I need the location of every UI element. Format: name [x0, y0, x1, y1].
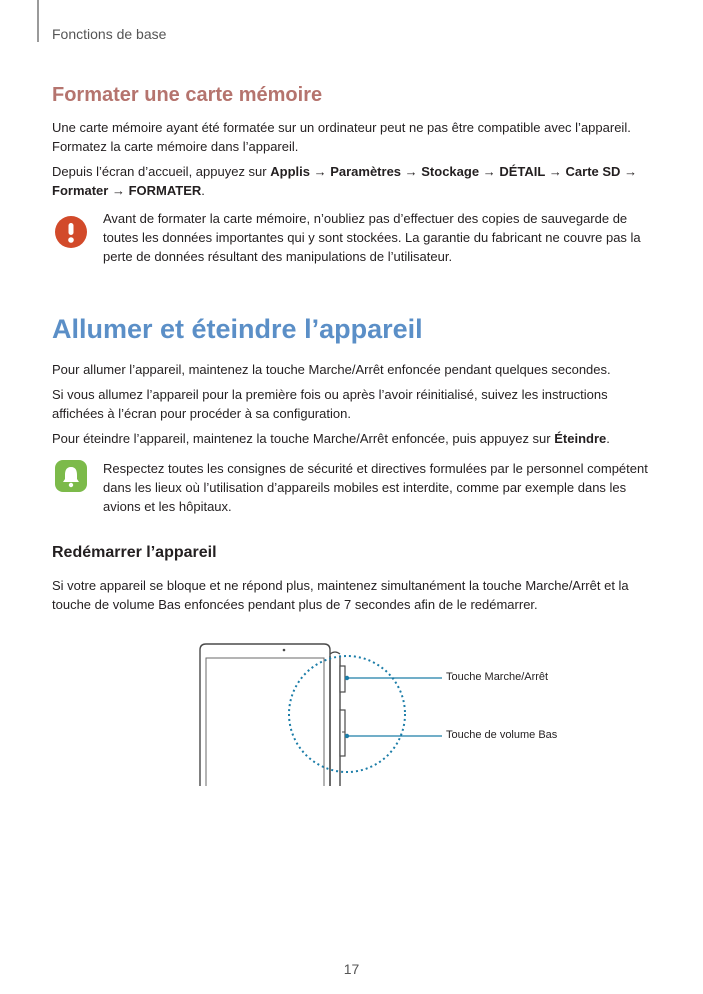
- header-rule: [37, 0, 39, 42]
- first-use-text: Si vous allumez l’appareil pour la première fois ou après l’avoir réinitialisé, suivez les instructions affichées à l’écran pour procéder à sa configuration.: [52, 387, 608, 421]
- format-intro: Une carte mémoire ayant été formatée sur un ordinateur peut ne pas être compatible avec l’appareil. Formatez la carte mémoire dans l’appareil.: [52, 120, 631, 154]
- section-title-power: Allumer et éteindre l’appareil: [52, 314, 423, 344]
- warning-note: Avant de formater la carte mémoire, n’oubliez pas d’effectuer des copies de sauvegarde de toutes les données importantes qui y sont stockées. La garantie du fabricant ne couvre pas la perte de données résultant des manipulations de l’utilisateur.: [103, 211, 641, 264]
- power-on-text: Pour allumer l’appareil, maintenez la touche Marche/Arrêt enfoncée pendant quelques secondes.: [52, 362, 611, 377]
- power-off-text: Pour éteindre l’appareil, maintenez la touche Marche/Arrêt enfoncée, puis appuyez sur Éteindre.: [52, 431, 610, 446]
- format-steps: Depuis l’écran d’accueil, appuyez sur Applis → Paramètres → Stockage → DÉTAIL → Carte SD → Formater → FORMATER.: [52, 164, 638, 198]
- section-title-format: Formater une carte mémoire: [52, 84, 323, 106]
- safety-notice: Respectez toutes les consignes de sécurité et directives formulées par le personnel compétent dans les lieux où l’utilisation d’appareils mobiles est interdite, comme par exemple dans les avions et les hôpitaux.: [103, 461, 648, 514]
- device-illustration: [192, 636, 592, 788]
- bell-icon: [55, 460, 87, 492]
- page-header: Fonctions de base: [52, 26, 167, 42]
- restart-text: Si votre appareil se bloque et ne répond plus, maintenez simultanément la touche Marche/Arrêt et la touche de volume Bas enfoncées pendant plus de 7 secondes afin de le redémarrer.: [52, 578, 629, 612]
- subsection-title-restart: Redémarrer l’appareil: [52, 544, 217, 561]
- label-power-key: Touche Marche/Arrêt: [446, 671, 549, 683]
- exclamation-icon: [55, 216, 87, 248]
- label-volume-down-key: Touche de volume Bas: [446, 729, 558, 741]
- device-side-drawing: [192, 636, 592, 788]
- page-number: 17: [343, 961, 360, 977]
